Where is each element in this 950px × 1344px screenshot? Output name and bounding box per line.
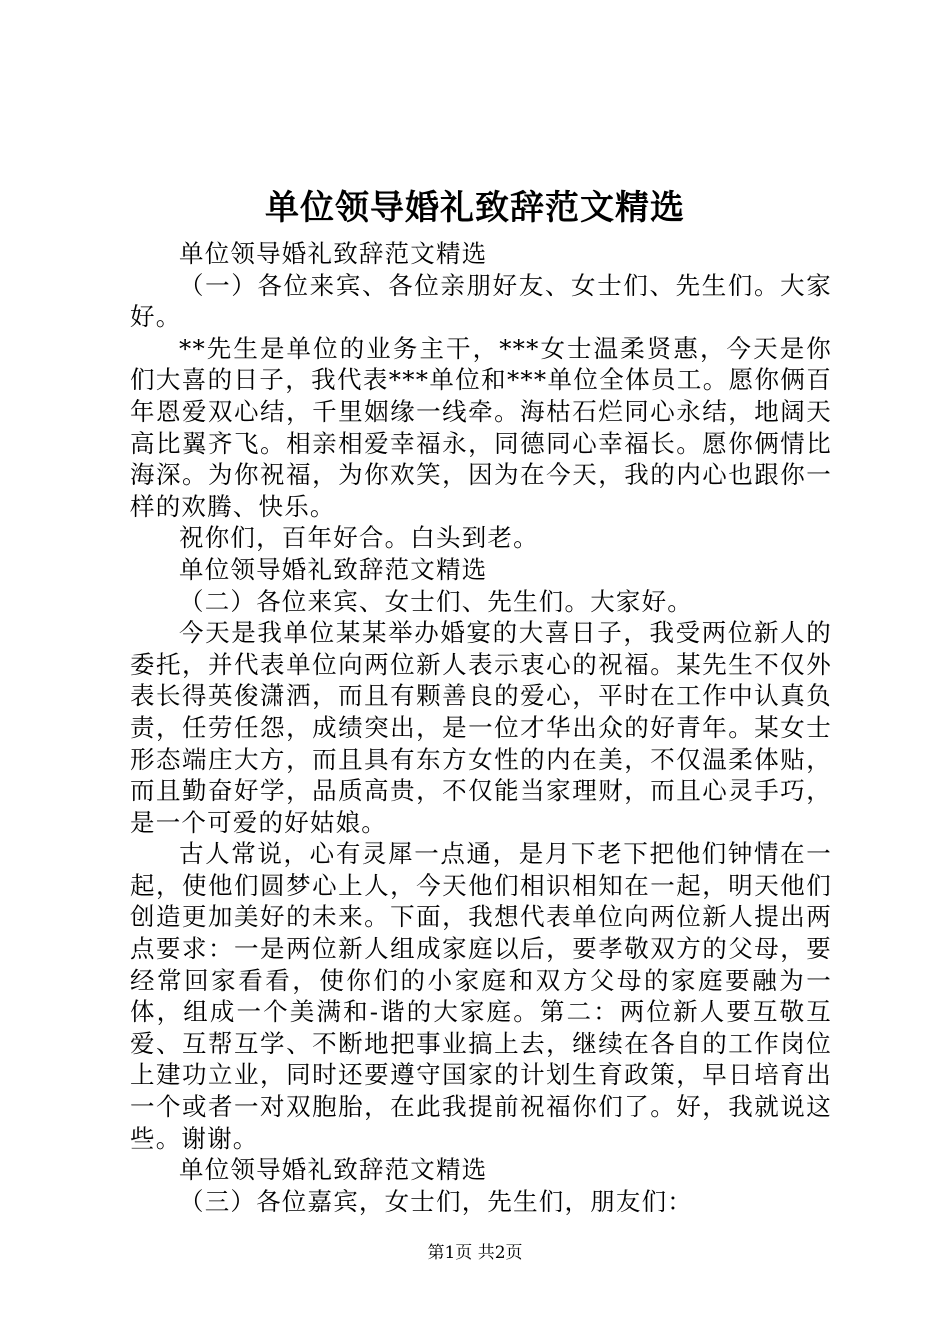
document-title: 单位领导婚礼致辞范文精选	[265, 188, 685, 228]
page-number-footer: 第1页 共2页	[427, 1243, 523, 1263]
paragraph-greeting-3: （三）各位嘉宾，女士们，先生们，朋友们：	[179, 1186, 693, 1216]
document-body	[130, 238, 832, 1217]
paragraph-speech-2b: 古人常说，心有灵犀一点通，是月下老下把他们钟情在一起，使他们圆梦心上人，今天他们相识相知在一起，明天他们创造更加美好的未来。下面，我想代表单位向两位新人提出两点要求：一是两位新人组成家庭以后，要孝敬双方的父母，要经常回家看看，使你们的小家庭和双方父母的家庭要融为一体，组成一个美满和-谐的大家庭。第二：两位新人要互敬互爱、互帮互学、不断地把事业搞上去，继续在各自的工作岗位上建功立业，同时还要遵守国家的计划生育政策，早日培育出一个或者一对双胞胎，在此我提前祝福你们了。好，我就说这些。谢谢。	[130, 839, 832, 1153]
paragraph-blessing-1: 祝你们，百年好合。白头到老。	[179, 523, 539, 553]
paragraph-subtitle-2: 单位领导婚礼致辞范文精选	[179, 554, 488, 584]
paragraph-speech-2a: 今天是我单位某某举办婚宴的大喜日子，我受两位新人的委托，并代表单位向两位新人表示衷心的祝福。某先生不仅外表长得英俊潇洒，而且有颗善良的爱心，平时在工作中认真负责，任劳任怨，成绩突出，是一位才华出众的好青年。某女士形态端庄大方，而且具有东方女性的内在美，不仅温柔体贴，而且勤奋好学，品质高贵，不仅能当家理财，而且心灵手巧，是一个可爱的好姑娘。	[130, 618, 832, 837]
paragraph-greeting-2: （二）各位来宾、女士们、先生们。大家好。	[179, 586, 693, 616]
paragraph-speech-1: **先生是单位的业务主干，***女士温柔贤惠，今天是你们大喜的日子，我代表***单位和***单位全体员工。愿你俩百年恩爱双心结，千里姻缘一线牵。海枯石烂同心永结，地阔天高比翼齐飞。相亲相爱幸福永，同德同心幸福长。愿你俩情比海深。为你祝福，为你欢笑，因为在今天，我的内心也跟你一样的欢腾、快乐。	[130, 333, 832, 521]
paragraph-subtitle-3: 单位领导婚礼致辞范文精选	[179, 1155, 488, 1185]
paragraph-subtitle-1: 单位领导婚礼致辞范文精选	[179, 239, 488, 268]
paragraph-greeting-1: （一）各位来宾、各位亲朋好友、女士们、先生们。大家好。	[130, 270, 832, 332]
